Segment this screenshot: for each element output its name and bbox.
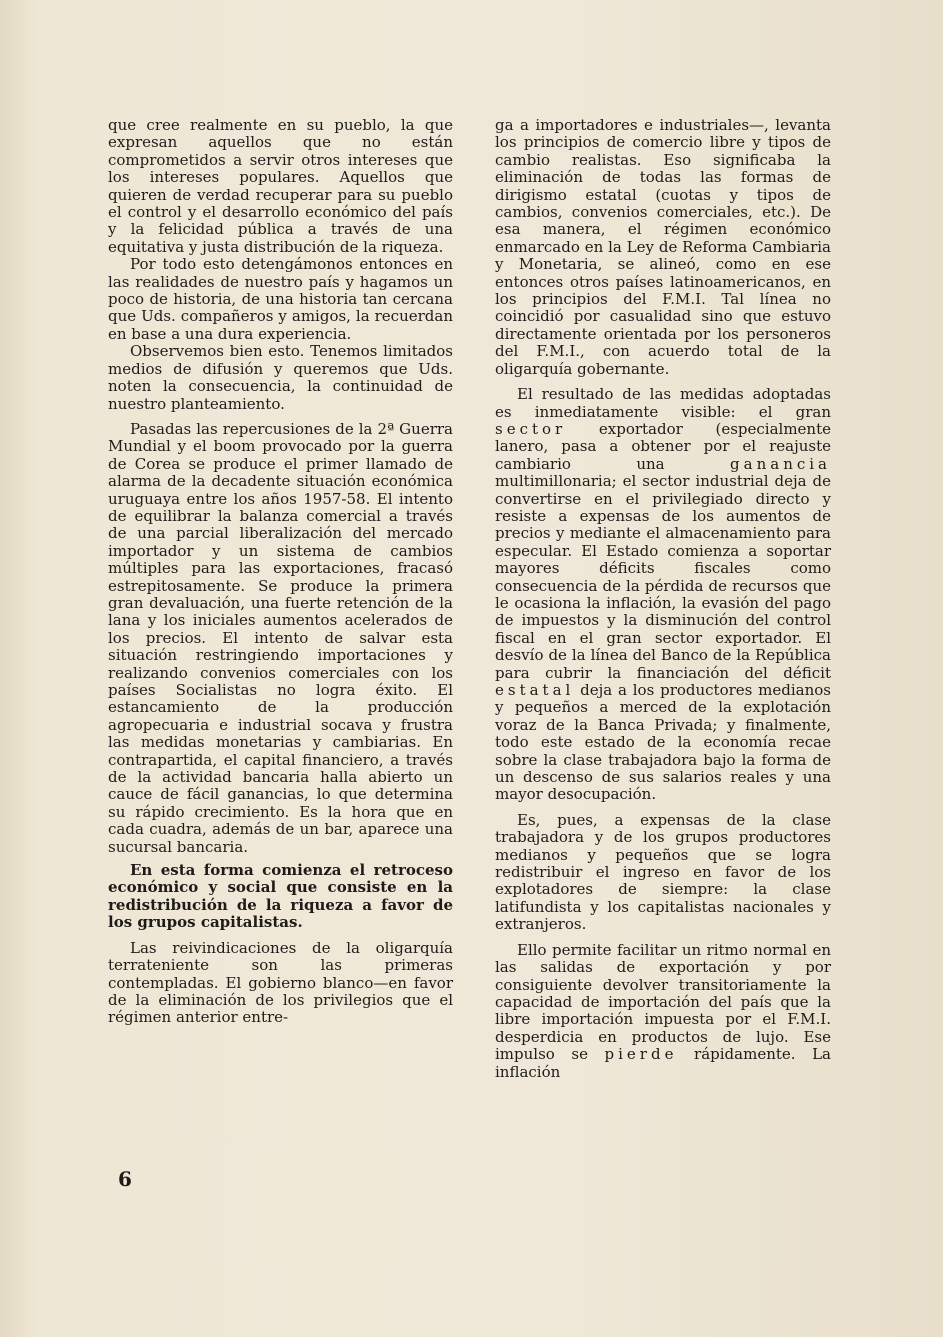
paragraph: Pasadas las repercusiones de la 2ª Guerra Mundial y el boom provocado por la guerra de Corea se produce el primer llamado de alarma de la decadente situación económica uruguaya entre los años 1957-58. El intento de equilibrar la balanza comercial a través de una parcial liberalización del mercado importador y un sistema de cambios múltiples para las exportaciones, fracasó estrepitosamente. Se produce la primera gran devaluación, una fuerte retención de la lana y los iniciales aumentos acelerados de los precios. El intento de salvar esta situación restringiendo importaciones y realizando convenios comerciales con los países Socialistas no logra éxito. El estancamiento de la producción agropecuaria e industrial socava y frustra las medidas monetarias y cambiarias. En contrapartida, el capital financiero, a través de la actividad bancaria halla abierto un cauce de fácil ganancias, lo que determina su rápido crecimiento. Es la hora que en cada cuadra, además de un bar, aparece una sucursal bancaria.	[108, 419, 453, 856]
paragraph: que cree realmente en su pueblo, la que expresan aquellos que no están comprometidos a servir otros intereses que los intereses populares. Aquellos que quieren de verdad recuperar para su pueblo el control y el desarrollo económico del país y la felicidad pública a través de una equitativa y justa distribución de la riqueza.	[108, 116, 453, 256]
paragraph	[495, 942, 831, 1081]
text-run: El resultado de las medidas adoptadas es inmediatamente visible: el gran	[495, 385, 831, 421]
paragraph: Las reivindicaciones de la oligarquía terrateniente son las primeras contempladas. El gobierno blanco—en favor de la eliminación de los privilegios que el régimen anterior entre-	[108, 938, 453, 1027]
spaced-word: pierde	[604, 1045, 678, 1064]
page-number: 6	[118, 1167, 132, 1191]
paragraph: Observemos bien esto. Tenemos limitados medios de difusión y queremos que Uds. noten la consecuencia, la continuidad de nuestro planteamiento.	[108, 342, 453, 413]
paragraph: Es, pues, a expensas de la clase trabajadora y de los grupos productores medianos y pequeños que se logra redistribuir el ingreso en favor de los explotadores de siempre: la clase latifundista y los capitalistas nacionales y extranjeros.	[495, 810, 831, 934]
right-column	[495, 117, 831, 1081]
spaced-word: sector	[495, 419, 567, 438]
text-run: rápidamente. La inflación	[495, 1045, 832, 1081]
spaced-word: estatal	[495, 681, 575, 699]
paragraph	[495, 386, 831, 804]
text-run: exportador (especialmente lanero, pasa a obtener por el reajuste cambiario una	[495, 419, 831, 473]
text-run: multimillonaria; el sector industrial deja de convertirse en el privilegiado directo y resiste a expensas de los aumentos de precios y mediante el almacenamiento para especular. El Estado comienza a soportar mayores déficits fiscales como consecuencia de la pérdida de recursos que le ocasiona la inflación, la evasión del pago de impuestos y la disminución del control fiscal en el gran sector exportador. El desvío de la línea del Banco de la República para cubrir la financiación del déficit	[495, 472, 831, 682]
text-run: Ello permite facilitar un ritmo normal en las salidas de exportación y por consiguiente devolver transitoriamente la capacidad de importación del país que la libre importación impuesta por el F.M.I. desperdicia en productos de lujo. Ese impulso se	[495, 940, 831, 1064]
left-column	[108, 117, 453, 1027]
paragraph: ga a importadores e industriales—, levanta los principios de comercio libre y tipos de cambio realistas. Eso significaba la eliminación de todas las formas de dirigismo estatal (cuotas y tipos de cambios, convenios comerciales, etc.). De esa manera, el régimen económico enmarcado en la Ley de Reforma Cambiaria y Monetaria, se alineó, como en ese entonces otros países latinoamericanos, en los principios del F.M.I. Tal línea no coincidió por casualidad sino que estuvo directamente orientada por los personeros del F.M.I., con acuerdo total de la oligarquía gobernante.	[495, 116, 831, 378]
text-run: deja a los productores medianos y pequeños a merced de la explotación voraz de la Banca Privada; y finalmente, todo este estado de la economía recae sobre la clase trabajadora bajo la forma de un descenso de sus salarios reales y una mayor desocupación.	[495, 681, 831, 804]
emphasized-paragraph: En esta forma comienza el retroceso económico y social que consiste en la redistribución de la riqueza a favor de los grupos capitalistas.	[108, 861, 453, 932]
spaced-word: ganancia	[730, 454, 831, 473]
paragraph: Por todo esto detengámonos entonces en las realidades de nuestro país y hagamos un poco de historia, de una historia tan cercana que Uds. compañeros y amigos, la recuerdan en base a una dura experiencia.	[108, 255, 453, 343]
